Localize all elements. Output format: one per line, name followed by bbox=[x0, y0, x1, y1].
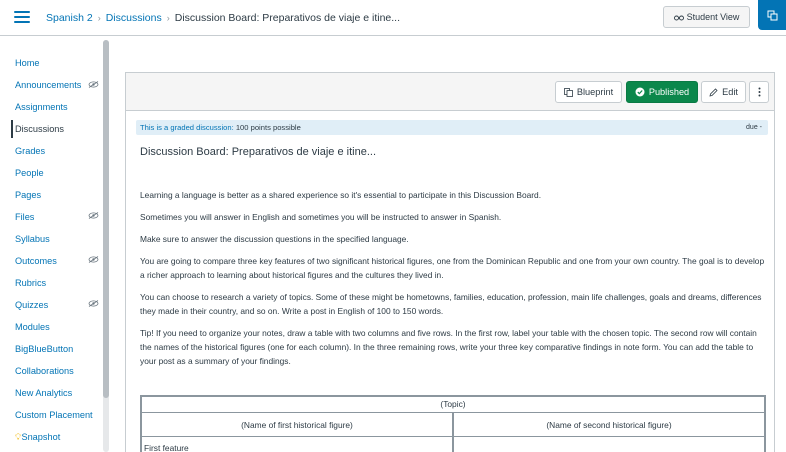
table-cell: (Name of first historical figure) bbox=[142, 413, 454, 436]
check-circle-icon bbox=[635, 87, 645, 97]
chevron-right-icon: › bbox=[97, 13, 101, 23]
nav-snapshot-label: Snapshot bbox=[21, 432, 61, 442]
nav-snapshot[interactable] bbox=[15, 432, 60, 443]
nav-custom-placement[interactable]: Custom Placement bbox=[15, 410, 93, 420]
table-cell: (Name of second historical figure) bbox=[546, 420, 672, 430]
nav-collaborations[interactable]: Collaborations bbox=[15, 366, 74, 376]
lightbulb-icon: 💡︎ bbox=[15, 432, 22, 442]
student-view-label: Student View bbox=[686, 12, 740, 22]
glasses-icon bbox=[674, 14, 684, 21]
table-cell: First feature bbox=[142, 437, 454, 452]
copy-icon bbox=[767, 10, 778, 21]
nav-scrollbar-thumb[interactable] bbox=[103, 40, 109, 398]
body-paragraph: You can choose to research a variety of topics. Some of these might be hometowns, families, education, profession, main life challenges, goals and dreams, differences they made in their country, and so on. Write a post in English of 100 to 150 words. bbox=[140, 292, 762, 316]
nav-outcomes[interactable]: Outcomes bbox=[15, 256, 57, 266]
body-paragraph: Make sure to answer the discussion questions in the specified language. bbox=[140, 234, 409, 244]
breadcrumb-current: Discussion Board: Preparativos de viaje e itine... bbox=[174, 12, 401, 24]
table-row bbox=[142, 437, 764, 452]
tray-toggle-button[interactable] bbox=[758, 0, 786, 30]
breadcrumb-discussions-link[interactable]: Discussions bbox=[105, 12, 162, 24]
published-button[interactable] bbox=[626, 81, 698, 103]
nav-files[interactable]: Files bbox=[15, 212, 35, 222]
nav-grades[interactable]: Grades bbox=[15, 146, 46, 156]
nav-people[interactable]: People bbox=[15, 168, 44, 178]
student-view-button[interactable] bbox=[663, 6, 750, 28]
table-topic-cell: (Topic) bbox=[142, 397, 764, 413]
course-navigation bbox=[0, 36, 110, 452]
edit-button[interactable] bbox=[701, 81, 746, 103]
nav-quizzes[interactable]: Quizzes bbox=[15, 300, 49, 310]
graded-prefix: This is a graded discussion: bbox=[140, 123, 234, 132]
eye-slash-icon[interactable] bbox=[88, 212, 99, 219]
nav-announcements[interactable]: Announcements bbox=[15, 80, 82, 90]
published-label: Published bbox=[648, 87, 690, 97]
body-paragraph: You are going to compare three key features of two significant historical figures, one from the Dominican Republic and one from your own country. The goal is to develop a richer approach to learning about historical figures and the cultures they lived in. bbox=[140, 256, 765, 280]
nav-home[interactable]: Home bbox=[15, 58, 40, 68]
graded-points: 100 points possible bbox=[235, 123, 301, 132]
kebab-icon bbox=[758, 87, 761, 97]
eye-slash-icon[interactable] bbox=[88, 81, 99, 88]
discussion-content bbox=[125, 72, 775, 452]
discussion-toolbar bbox=[126, 73, 774, 111]
nav-rubrics[interactable]: Rubrics bbox=[15, 278, 47, 288]
due-date: due - bbox=[746, 124, 762, 131]
more-options-button[interactable] bbox=[749, 81, 769, 103]
nav-discussions[interactable]: Discussions bbox=[15, 124, 65, 134]
breadcrumb bbox=[46, 12, 400, 24]
edit-label: Edit bbox=[722, 87, 738, 97]
blueprint-button[interactable] bbox=[555, 81, 622, 103]
eye-slash-icon[interactable] bbox=[88, 300, 99, 307]
discussion-body bbox=[140, 188, 766, 376]
body-paragraph: Sometimes you will answer in English and sometimes you will be instructed to answer in Spanish. bbox=[140, 212, 502, 222]
body-paragraph: Learning a language is better as a shared experience so it's essential to participate in this Discussion Board. bbox=[140, 190, 542, 200]
table-cell bbox=[454, 437, 764, 452]
pencil-icon bbox=[709, 88, 718, 97]
nav-new-analytics[interactable]: New Analytics bbox=[15, 388, 73, 398]
blueprint-label: Blueprint bbox=[576, 87, 614, 97]
blueprint-icon bbox=[564, 88, 573, 97]
discussion-title: Discussion Board: Preparativos de viaje e itine... bbox=[140, 146, 377, 158]
eye-slash-icon[interactable] bbox=[88, 256, 99, 263]
nav-assignments[interactable]: Assignments bbox=[15, 102, 68, 112]
breadcrumb-course-link[interactable]: Spanish 2 bbox=[46, 12, 93, 24]
hamburger-menu-icon[interactable] bbox=[14, 11, 30, 23]
nav-bigbluebutton[interactable]: BigBlueButton bbox=[15, 344, 74, 354]
body-paragraph: Tip! If you need to organize your notes, draw a table with two columns and five rows. In the first row, label your table with the chosen topic. The second row will contain the names of the historical figures (one for each column). In the three remaining rows, write your three key comparative findings in note form. You can add the table to your post as a summary of your findings. bbox=[140, 328, 757, 366]
nav-modules[interactable]: Modules bbox=[15, 322, 50, 332]
table-row bbox=[142, 413, 764, 437]
nav-pages[interactable]: Pages bbox=[15, 190, 42, 200]
comparison-table bbox=[140, 395, 766, 452]
nav-syllabus[interactable]: Syllabus bbox=[15, 234, 50, 244]
chevron-right-icon: › bbox=[166, 13, 170, 23]
graded-banner bbox=[136, 120, 768, 135]
active-indicator bbox=[11, 120, 13, 138]
top-bar bbox=[0, 0, 786, 36]
